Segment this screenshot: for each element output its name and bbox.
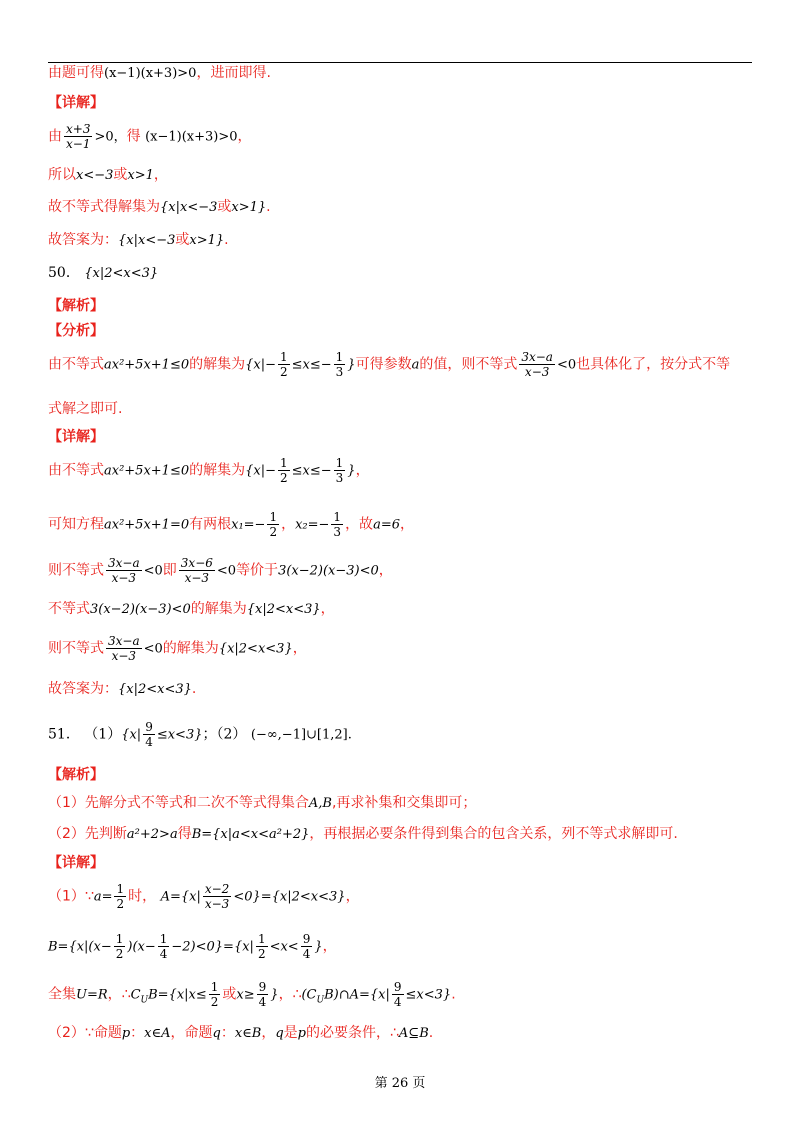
text-line: （1）先解分式不等式和二次不等式得集合A,B,再求补集和交集即可； — [48, 795, 477, 811]
text-line: B={x|(x− $\frac{1}{2}$ )(x− $\frac{1}{4}$ −2)<0}={x| $\frac{1}{2}$ <x< $\frac{9}{4}$ }， — [48, 932, 337, 961]
text-line: 由题可得(x−1)(x+3)>0，进而即得. — [48, 65, 271, 81]
text-line: 所以x<−3或x>1， — [48, 167, 168, 183]
text-line: 故答案为：{x|2<x<3}. — [48, 681, 197, 697]
text-line: 由 $\frac{x+3}{x-1}$ >0，得 (x−1)(x+3)>0， — [48, 122, 252, 151]
text-line: 不等式3(x−2)(x−3)<0的解集为{x|2<x<3}， — [48, 601, 335, 617]
question-50: 50． {x|2<x<3} — [48, 265, 159, 281]
text-line: （1）∵a= $\frac{1}{2}$ 时， A={x| $\frac{x-2}{x-3}$ <0}={x|2<x<3}， — [48, 882, 360, 911]
section-heading: 【分析】 — [48, 323, 104, 339]
text-line: （2）先判断a²+2>a得B={x|a<x<a²+2}，再根据必要条件得到集合的包含关系，列不等式求解即可. — [48, 826, 678, 842]
text-line: 故答案为：{x|x<−3或x>1}. — [48, 232, 229, 248]
text-line: 式解之即可. — [48, 401, 123, 417]
top-rule — [48, 62, 752, 63]
text-line: 故不等式得解集为{x|x<−3或x>1}. — [48, 199, 271, 215]
section-heading: 【详解】 — [48, 95, 104, 111]
text-line: 可知方程ax²+5x+1=0有两根x₁=− $\frac{1}{2}$ ，x₂=− $\frac{1}{3}$ ，故a=6， — [48, 510, 414, 539]
text-line: 则不等式 $\frac{3x-a}{x-3}$ <0的解集为{x|2<x<3}， — [48, 634, 307, 663]
text-line: 全集U=R，$\therefore C_UB=\{x|x\le$ $\frac{1}{2}$ 或x≥ $\frac{9}{4}$ }，$\therefore(C_UB)\cap A=\{x|$ $\frac{9}{4}$ ≤x<3}. — [48, 980, 456, 1009]
question-51: 51． （1）{x| $\frac{9}{4}$ ≤x<3}；（2） (−∞,−1]∪[1,2]. — [48, 720, 352, 749]
section-heading: 【详解】 — [48, 429, 104, 445]
page-number: 第 26 页 — [374, 1076, 426, 1091]
section-heading: 【解析】 — [48, 298, 104, 314]
section-heading: 【解析】 — [48, 767, 104, 783]
text-line: （2）∵命题p：x∈A，命题q：x∈B，q是p的必要条件，∴A⊆B. — [48, 1025, 434, 1041]
text-line: 由不等式ax²+5x+1≤0的解集为{x|− $\frac{1}{2}$ ≤x≤− $\frac{1}{3}$ }可得参数a的值，则不等式 $\frac{3x-a}{x-3}$ <0也具体化了，按分式不等 — [48, 350, 731, 379]
text-line: 由不等式ax²+5x+1≤0的解集为{x|− $\frac{1}{2}$ ≤x≤− $\frac{1}{3}$ }， — [48, 456, 370, 485]
section-heading: 【详解】 — [48, 855, 104, 871]
text-line: 则不等式 $\frac{3x-a}{x-3}$ <0即 $\frac{3x-6}{x-3}$ <0等价于3(x−2)(x−3)<0， — [48, 556, 393, 585]
